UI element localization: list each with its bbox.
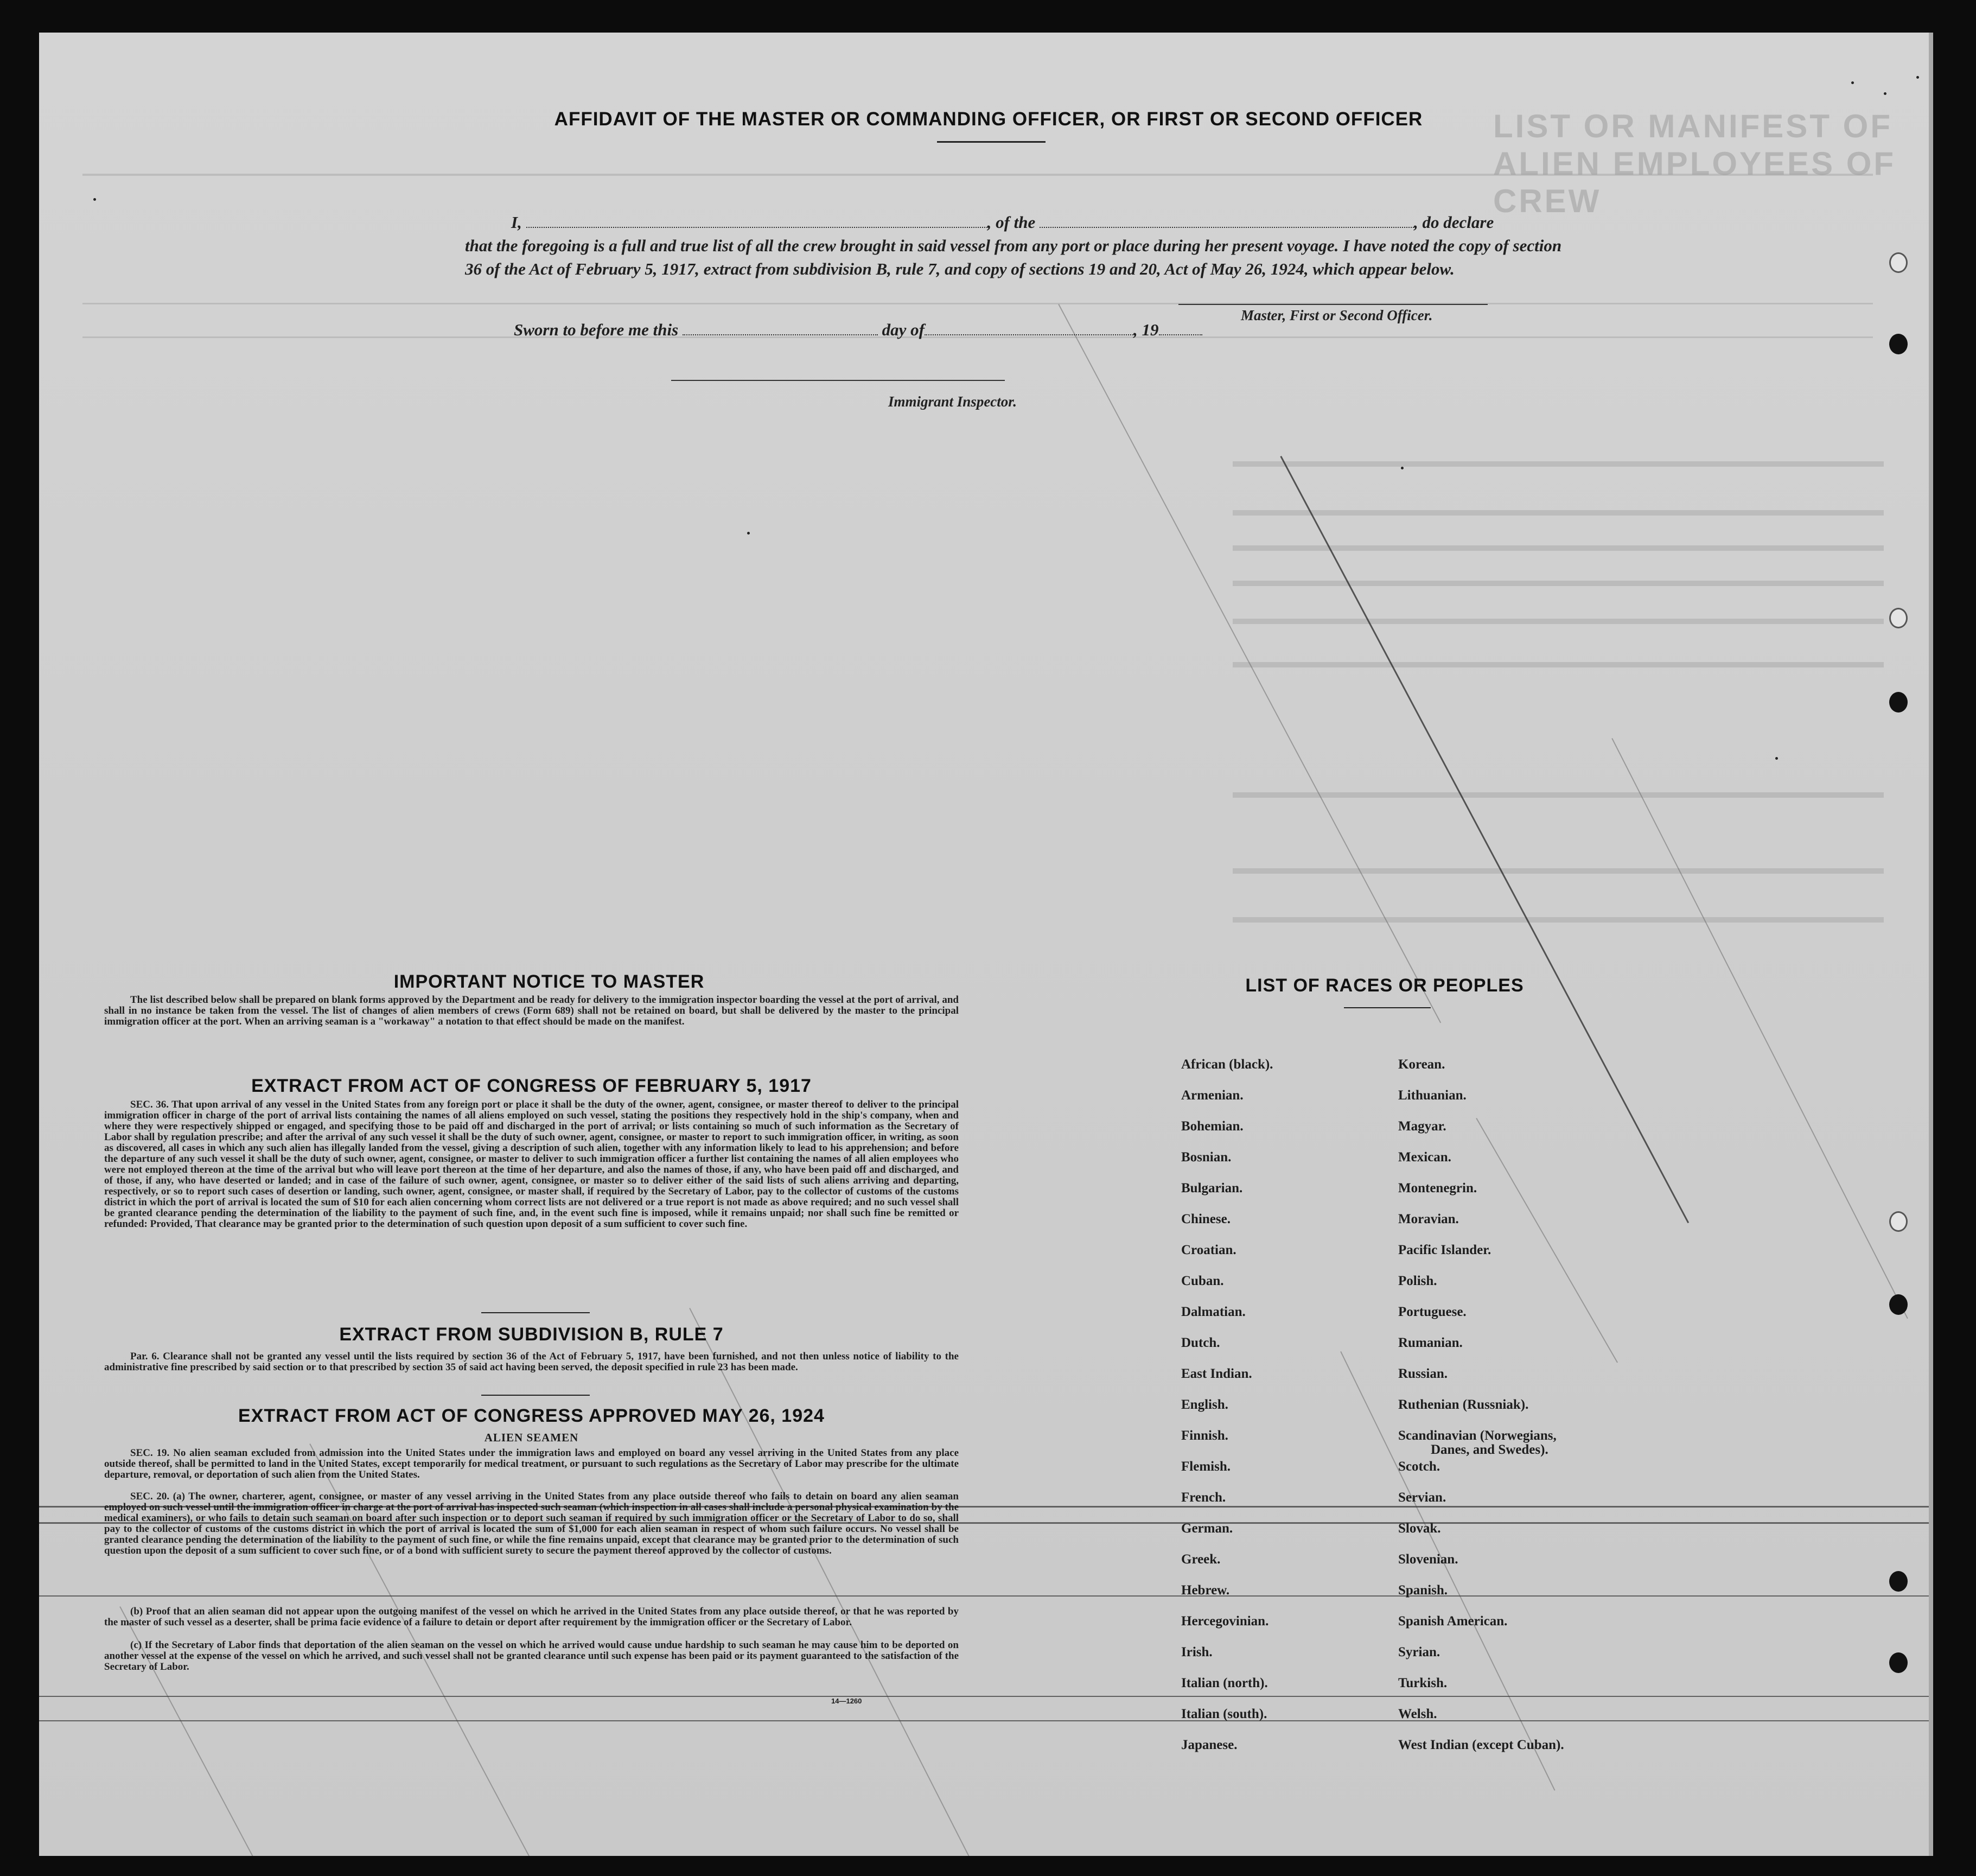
race-entry: German. xyxy=(1181,1521,1233,1536)
speck xyxy=(1775,757,1778,760)
punch-hole xyxy=(1889,1652,1908,1673)
bleed-through-header: LIST OR MANIFEST OF ALIEN EMPLOYEES OF CREW xyxy=(1493,108,1896,219)
race-entry: English. xyxy=(1181,1397,1228,1412)
race-entry: Croatian. xyxy=(1181,1243,1236,1257)
extract-1917-title: EXTRACT FROM ACT OF CONGRESS OF FEBRUARY 5, 1917 xyxy=(251,1076,812,1096)
speck xyxy=(1916,76,1919,79)
race-entry: Chinese. xyxy=(1181,1212,1231,1226)
scan-line xyxy=(39,1696,1933,1697)
sworn-statement xyxy=(514,320,1202,340)
race-entry: Scotch. xyxy=(1398,1459,1440,1474)
declarant-name-field[interactable] xyxy=(526,227,987,228)
sworn-day-field[interactable] xyxy=(683,334,878,335)
bleed-through-line xyxy=(1233,461,1884,467)
race-entry-continuation: Danes, and Swedes). xyxy=(1431,1442,1548,1457)
speck xyxy=(1401,467,1404,469)
form-number: 14—1260 xyxy=(831,1697,862,1705)
speck xyxy=(1884,92,1886,95)
race-entry: Polish. xyxy=(1398,1274,1437,1288)
bleed-through-line xyxy=(1233,619,1884,624)
document-page xyxy=(39,33,1933,1856)
punch-hole xyxy=(1889,1294,1908,1315)
scratch-line xyxy=(1476,1118,1618,1363)
punch-hole xyxy=(1889,1571,1908,1592)
race-entry: Irish. xyxy=(1181,1645,1213,1659)
extract-rule7-title: EXTRACT FROM SUBDIVISION B, RULE 7 xyxy=(339,1324,724,1345)
race-entry: West Indian (except Cuban). xyxy=(1398,1738,1564,1752)
race-entry: Turkish. xyxy=(1398,1676,1448,1690)
race-entry: Greek. xyxy=(1181,1552,1221,1567)
notice-title: IMPORTANT NOTICE TO MASTER xyxy=(393,971,705,992)
extract-1924-sec20c: (c) If the Secretary of Labor finds that deportation of the alien seaman on the vessel on which he arrived would cause undue hardship to such seaman he may cause him to be deported on another vessel at the expense of the vessel on which he arrived, and such vessel shall not be granted clearance until such expense has been paid or its payment guaranteed to the satisfaction of the Secretary of Labor. xyxy=(104,1639,959,1672)
scratch-line xyxy=(1611,738,1908,1319)
inspector-signature-line[interactable] xyxy=(671,380,1005,381)
speck xyxy=(93,198,96,201)
master-signature-label: Master, First or Second Officer. xyxy=(1241,307,1433,323)
punch-hole xyxy=(1889,334,1908,354)
sworn-label: Sworn to before me this xyxy=(514,320,679,339)
race-entry: Ruthenian (Russniak). xyxy=(1398,1397,1529,1412)
race-entry: Bohemian. xyxy=(1181,1119,1244,1134)
scratch-line xyxy=(1280,456,1689,1223)
race-entry: French. xyxy=(1181,1490,1226,1505)
punch-hole xyxy=(1889,692,1908,713)
race-entry: Portuguese. xyxy=(1398,1305,1467,1319)
master-signature-line[interactable] xyxy=(1178,304,1488,305)
race-entry: Lithuanian. xyxy=(1398,1088,1467,1103)
punch-hole xyxy=(1889,608,1908,628)
extract-1924-sec19: SEC. 19. No alien seaman excluded from admission into the United States under the immigration laws and employed on board any vessel arriving in the United States from any place outside thereof, shall be permitted to land in the United States, except temporarily for medical treatment, or pursuant to such regulations as the Secretary of Labor may prescribe for the ultimate departure, removal, or deportation of such alien from the United States. xyxy=(104,1447,959,1480)
affidavit-i-label: I, xyxy=(511,213,522,232)
scratch-line xyxy=(1340,1351,1555,1791)
race-entry: Finnish. xyxy=(1181,1428,1228,1443)
race-entry: Spanish American. xyxy=(1398,1614,1508,1629)
affidavit-title-rule xyxy=(937,141,1046,143)
alien-seamen-subtitle: ALIEN SEAMEN xyxy=(484,1431,579,1444)
day-of-label: day of xyxy=(882,320,925,339)
race-entry: Cuban. xyxy=(1181,1274,1224,1288)
section-divider xyxy=(481,1312,590,1313)
race-entry: Slovak. xyxy=(1398,1521,1441,1536)
scratch-line xyxy=(689,1308,986,1856)
bleed-through-line xyxy=(82,174,1873,176)
race-entry: Hebrew. xyxy=(1181,1583,1230,1598)
race-entry: Welsh. xyxy=(1398,1707,1437,1721)
page-right-edge xyxy=(1929,33,1933,1856)
year-prefix-label: , 19 xyxy=(1133,320,1159,339)
race-entry: African (black). xyxy=(1181,1057,1273,1072)
race-entry: Slovenian. xyxy=(1398,1552,1458,1567)
notice-body: The list described below shall be prepared on blank forms approved by the Department and be ready for delivery to the immigration inspector boarding the vessel at the port of arrival, and shall in no instance be taken from the vessel. The list of changes of alien members of crews (Form 689) shall not be retained on board, but shall be delivered by the master to the principal immigration officer at the port. When an arriving seaman is a "workaway" a notation to that effect should be made on the manifest. xyxy=(104,994,959,1027)
race-entry: Russian. xyxy=(1398,1366,1448,1381)
race-entry: Japanese. xyxy=(1181,1738,1238,1752)
extract-1924-title: EXTRACT FROM ACT OF CONGRESS APPROVED MAY 26, 1924 xyxy=(238,1406,825,1426)
race-entry: Syrian. xyxy=(1398,1645,1440,1659)
affidavit-title: AFFIDAVIT OF THE MASTER OR COMMANDING OFFICER, OR FIRST OR SECOND OFFICER xyxy=(554,109,1423,130)
race-entry: Dutch. xyxy=(1181,1336,1220,1350)
race-entry: Servian. xyxy=(1398,1490,1446,1505)
race-entry: Flemish. xyxy=(1181,1459,1231,1474)
races-title: LIST OF RACES OR PEOPLES xyxy=(1245,975,1524,996)
punch-hole xyxy=(1889,252,1908,273)
sworn-month-field[interactable] xyxy=(925,334,1133,335)
bleed-through-line xyxy=(82,303,1873,304)
race-entry: Magyar. xyxy=(1398,1119,1446,1134)
bleed-through-line xyxy=(1233,662,1884,667)
affidavit-statement xyxy=(465,211,1566,281)
race-entry: Dalmatian. xyxy=(1181,1305,1246,1319)
race-entry: Montenegrin. xyxy=(1398,1181,1477,1195)
scan-line xyxy=(39,1595,1933,1597)
section-divider xyxy=(481,1395,590,1396)
scan-line xyxy=(39,1720,1933,1721)
race-entry: Italian (north). xyxy=(1181,1676,1268,1690)
extract-1924-sec20a: SEC. 20. (a) The owner, charterer, agent, consignee, or master of any vessel arriving in the United States from any place outside thereof who fails to detain on board any alien seaman employed on such vessel until the immigration officer in charge at the port of arrival has inspected such seaman (which inspection in all cases shall include a personal physical examination by the medical examiners), or who fails to detain such seaman on board after such inspection or to deport such seaman if required by such immigration officer or the Secretary of Labor to do so, shall pay to the collector of customs of the customs district in which the port of arrival is located the sum of $1,000 for each alien seaman in respect of whom such failure occurs. No vessel shall be granted clearance pending the determination of the liability to the payment of such fine, or while the fine remains unpaid, except that clearance may be granted prior to the determination of such question upon the deposit of a sum sufficient to cover such fine, or of a bond with sufficient surety to secure the payment thereof approved by the collector of customs. xyxy=(104,1491,959,1556)
affidavit-body: that the foregoing is a full and true list of all the crew brought in said vessel from any port or place during her present voyage. I have noted the copy of section 36 of the Act of February 5, 1917, extract from subdivision B, rule 7, and copy of sections 19 and 20, Act of May 26, 1924, which appear below. xyxy=(465,236,1562,278)
speck xyxy=(747,532,750,535)
race-entry: Korean. xyxy=(1398,1057,1445,1072)
race-entry: Hercegovinian. xyxy=(1181,1614,1269,1629)
bleed-through-line xyxy=(1233,792,1884,798)
race-entry: Rumanian. xyxy=(1398,1336,1463,1350)
extract-rule7-body: Par. 6. Clearance shall not be granted any vessel until the lists required by section 36 of the Act of February 5, 1917, have been furnished, and not then unless notice of liability to the administrative fine prescribed by said section or to that prescribed by section 35 of said act having been served, the deposit specified in rule 23 has been made. xyxy=(104,1351,959,1373)
bleed-through-line xyxy=(1233,510,1884,516)
race-entry: Mexican. xyxy=(1398,1150,1451,1165)
bleed-through-line xyxy=(1233,581,1884,586)
speck xyxy=(1851,81,1854,84)
inspector-signature-label: Immigrant Inspector. xyxy=(888,393,1017,410)
race-entry: Bosnian. xyxy=(1181,1150,1232,1165)
race-entry: Bulgarian. xyxy=(1181,1181,1243,1195)
bleed-through-line xyxy=(1233,917,1884,923)
races-title-rule xyxy=(1344,1007,1431,1008)
race-entry: Armenian. xyxy=(1181,1088,1244,1103)
vessel-name-field[interactable] xyxy=(1040,227,1414,228)
bleed-through-line xyxy=(1233,868,1884,874)
race-entry: Scandinavian (Norwegians, xyxy=(1398,1428,1557,1443)
race-entry: Pacific Islander. xyxy=(1398,1243,1491,1257)
race-entry: Italian (south). xyxy=(1181,1707,1267,1721)
punch-hole xyxy=(1889,1211,1908,1232)
race-entry: Spanish. xyxy=(1398,1583,1448,1598)
affidavit-of-the-label: , of the xyxy=(987,213,1036,232)
affidavit-do-declare-label: , do declare xyxy=(1414,213,1494,232)
extract-1924-sec20b: (b) Proof that an alien seaman did not appear upon the outgoing manifest of the vessel on which he arrived in the United States from any place outside thereof, or that he was reported by the master of such vessel as a deserter, shall be prima facie evidence of a failure to detain or deport after requirement by the immigration officer or the Secretary of Labor. xyxy=(104,1606,959,1628)
sworn-year-field[interactable] xyxy=(1159,334,1202,335)
race-entry: Moravian. xyxy=(1398,1212,1459,1226)
extract-1917-body: SEC. 36. That upon arrival of any vessel in the United States from any foreign port or place it shall be the duty of the owner, agent, consignee, or master thereof to deliver to the principal immigration officer in charge of the port of arrival lists containing the names of all aliens employed on such vessel, stating the positions they respectively hold in the ship's company, when and where they were respectively shipped or engaged, and specifying those to be paid off and discharged in the port of arrival; or lists containing so much of such information as the Secretary of Labor shall by regulation prescribe; and after the arrival of any such vessel it shall be the duty of such owner, agent, consignee, or master to report to such immigration officer, in writing, as soon as discovered, all cases in which any such alien has illegally landed from the vessel, giving a description of such alien, together with any information likely to lead to his apprehension; and before the departure of any such vessel it shall be the duty of such owner, agent, consignee, or master to deliver to such immigration officer a further list containing the names of all alien employees who were not employed thereon at the time of the arrival but who will leave port thereon at the time of her departure, and also the names of those, if any, who have been paid off and discharged, and of those, if any, who have deserted or landed; and in case of the failure of such owner, agent, consignee, or master so to deliver either of the said lists of such aliens arriving and departing, respectively, or so to report such cases of desertion or landing, such owner, agent, consignee, or master shall, if required by the Secretary of Labor, pay to the collector of customs of the customs district in which the port of arrival is located the sum of $10 for each alien concerning whom correct lists are not delivered or a true report is not made as above required; and no such vessel shall be granted clearance pending the determination of the liability to the payment of such fine, and, in the event such fine is imposed, while it remains unpaid; nor shall such fine be remitted or refunded: Provided, That clearance may be granted prior to the determination of such question upon deposit of a sum sufficient to cover such fine. xyxy=(104,1099,959,1230)
race-entry: East Indian. xyxy=(1181,1366,1252,1381)
